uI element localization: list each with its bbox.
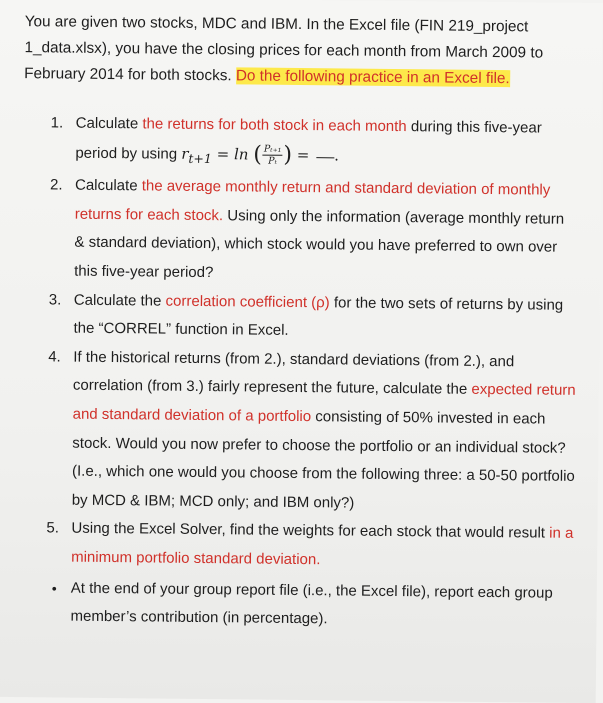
intro-paragraph (24, 9, 585, 93)
bullet-icon: • (52, 574, 57, 603)
formula-equals-2: = (292, 146, 314, 164)
list-item-3 (0, 285, 577, 348)
formula-ln: ln (234, 145, 249, 163)
return-formula: $r_{t+1} = \ln$ ( $\frac{\text{Pₜ₊₁}}{\text{Pₜ}}$ ) = . (181, 144, 339, 164)
bullet-item (0, 573, 574, 636)
task-list (0, 109, 579, 637)
item-number: 2. (50, 172, 63, 201)
answer-blank (316, 157, 334, 158)
item-number: 3. (49, 286, 62, 315)
item-text: for the two sets of returns by using the “CORREL” function in Excel. (73, 294, 563, 339)
item-text: during this five-year period by using (75, 118, 542, 162)
item-text: consisting of 50% invested in each stock. Would you now prefer to choose the portfolio or an individual stock? (I.e., which one would you choose from the following three: a 50-50 portfolio by MCD & IBM; MCD only; and IBM only?) (72, 408, 575, 511)
item-red-text: correlation coefficient (ρ) (165, 292, 329, 311)
item-text: Calculate (75, 177, 142, 195)
bullet-text: At the end of your group report file (i.e., the Excel file), report each group member’s contribution (in percentage). (70, 579, 552, 627)
intro-text: You are given two stocks, MDC and IBM. In the Excel file (FIN 219_project 1_data.xlsx), you have the closing prices for each month from March 2009 to February 2014 for both stocks. (24, 13, 543, 84)
item-number: 4. (48, 343, 61, 372)
formula-denominator: Pₜ (263, 156, 283, 167)
list-item-1 (0, 109, 579, 177)
item-red-text: in a minimum portfolio standard deviation. (71, 525, 573, 568)
formula-fraction (263, 144, 283, 167)
item-text: If the historical returns (from 2.), standard deviations (from 2.), and correlation (from 3.) fairly represent the future, calculate the (73, 348, 514, 398)
list-item-5 (0, 514, 575, 577)
formula-equals: = (212, 145, 234, 163)
formula-open-paren: ( (253, 142, 262, 167)
list-item-4 (0, 343, 576, 521)
list-item-2 (0, 171, 578, 291)
item-red-text: the average monthly return and standard deviation of monthly returns for each stock. (75, 178, 551, 224)
item-text: Using the Excel Solver, find the weights for each stock that would result (71, 520, 549, 542)
item-text: Using only the information (average monthly return & standard deviation), which stock would you have preferred to own over this five-year period? (74, 207, 564, 281)
formula-close-paren: ) (283, 142, 292, 167)
formula-numerator: Pₜ₊₁ (263, 144, 283, 156)
item-number: 5. (46, 515, 59, 544)
formula-r: r (181, 144, 188, 162)
item-text: Calculate the (74, 291, 166, 309)
item-red-text: the returns for both stock in each month (142, 115, 406, 135)
intro-highlight: Do the following practice in an Excel file. (236, 67, 510, 87)
formula-subscript: t+1 (188, 150, 212, 165)
item-text: Calculate (76, 115, 143, 133)
item-number: 1. (51, 109, 64, 138)
item-red-text: expected return and standard deviation of a portfolio (73, 381, 576, 425)
